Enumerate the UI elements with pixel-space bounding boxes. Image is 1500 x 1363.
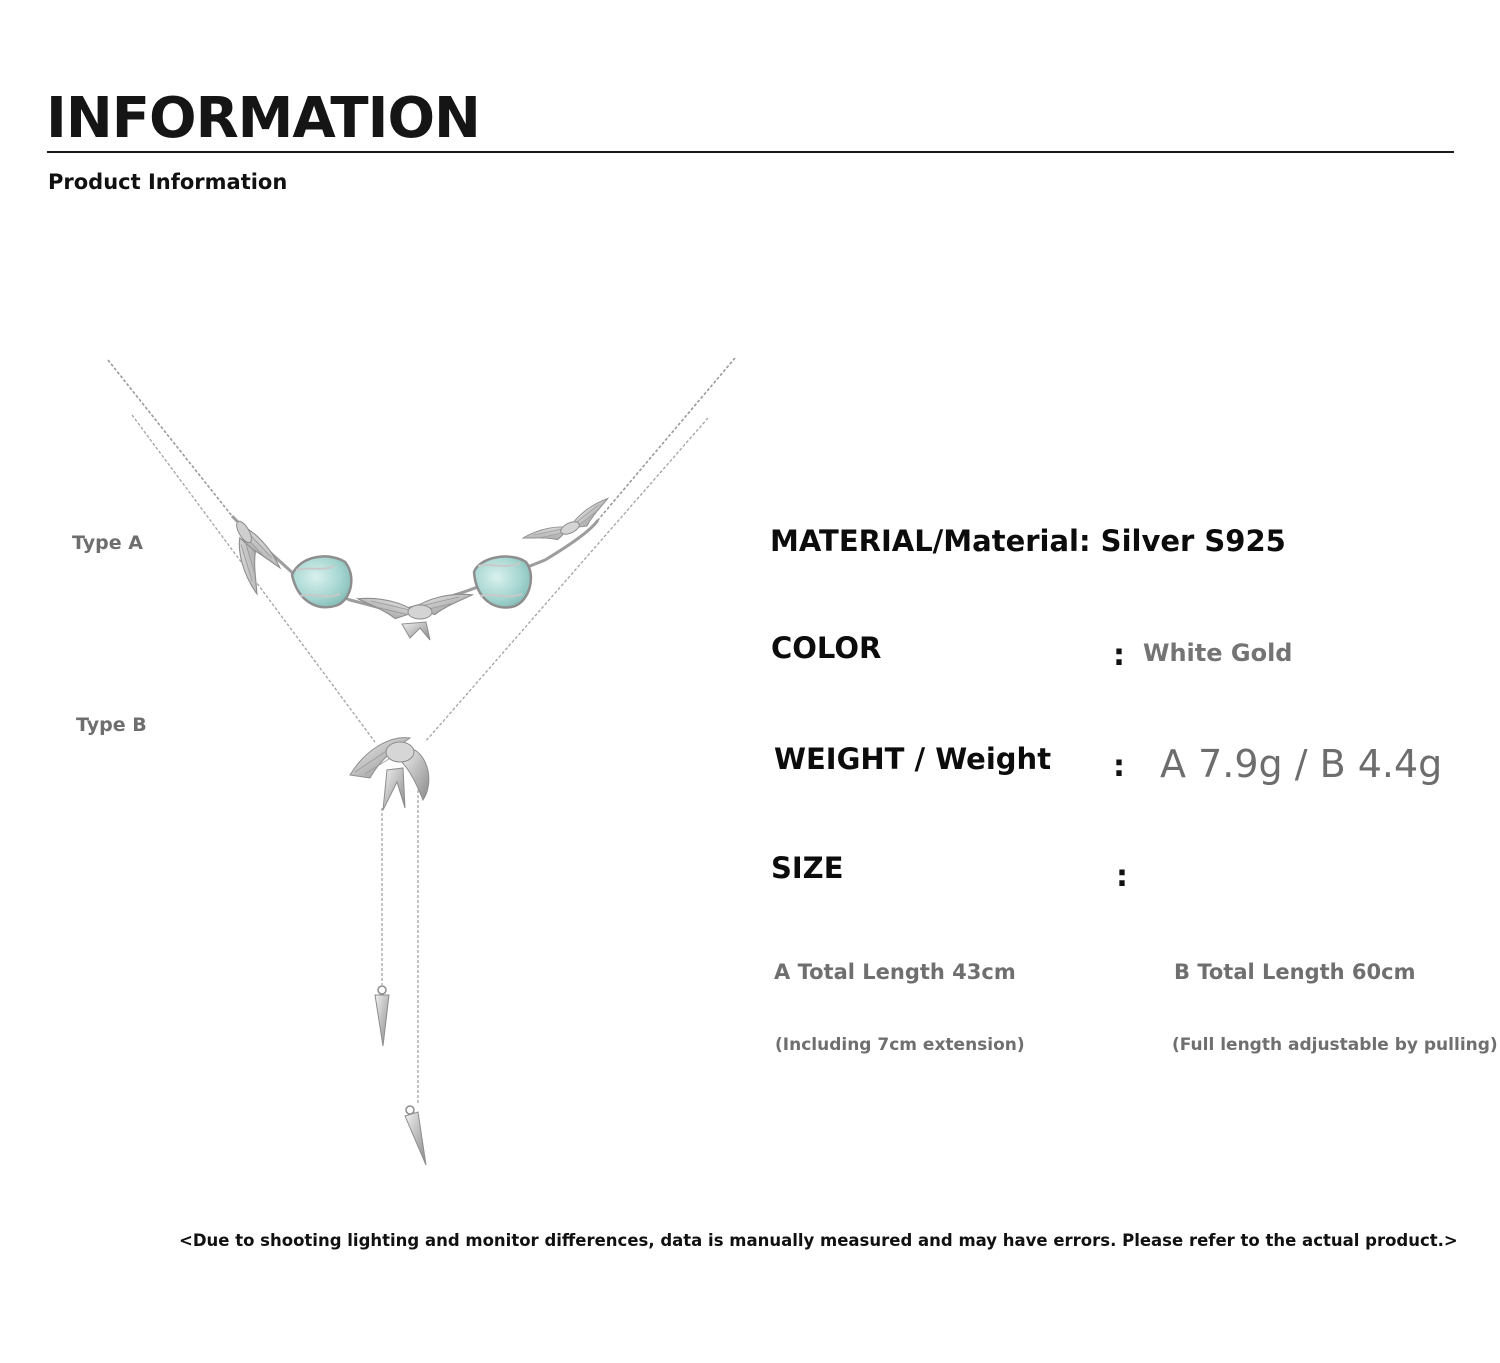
type-b-pendant xyxy=(350,738,429,1165)
weight-label: WEIGHT / Weight xyxy=(774,742,1052,776)
size-label: SIZE xyxy=(771,851,844,885)
left-gemstone xyxy=(292,556,351,607)
disclaimer-note: <Due to shooting lighting and monitor differences, data is manually measured and may have errors. Please refer to the actual product.> xyxy=(179,1231,1458,1250)
size-b-note: (Full length adjustable by pulling) xyxy=(1172,1035,1498,1055)
type-b-label: Type B xyxy=(76,714,147,736)
color-label: COLOR xyxy=(771,631,882,665)
size-a-note: (Including 7cm extension) xyxy=(775,1035,1025,1055)
long-tassel-drop xyxy=(405,1106,426,1165)
section-subtitle: Product Information xyxy=(48,170,288,194)
weight-colon: : xyxy=(1113,749,1125,784)
size-b-length: B Total Length 60cm xyxy=(1174,960,1416,984)
type-b-swallow-charm xyxy=(350,738,429,810)
size-a-length: A Total Length 43cm xyxy=(774,960,1016,984)
color-value: White Gold xyxy=(1143,639,1293,667)
page-title: INFORMATION xyxy=(46,86,480,151)
center-swallow-charm xyxy=(358,594,472,640)
weight-value: A 7.9g / B 4.4g xyxy=(1160,742,1443,786)
type-a-label: Type A xyxy=(72,532,143,554)
size-colon: : xyxy=(1116,859,1128,894)
left-swallow-charm xyxy=(220,515,285,594)
type-a-pendant xyxy=(220,498,614,640)
necklace-product-image xyxy=(0,0,760,1200)
color-colon: : xyxy=(1113,638,1125,673)
right-gemstone xyxy=(474,557,531,608)
short-tassel-drop xyxy=(375,986,389,1046)
material-spec: MATERIAL/Material: Silver S925 xyxy=(770,524,1286,558)
